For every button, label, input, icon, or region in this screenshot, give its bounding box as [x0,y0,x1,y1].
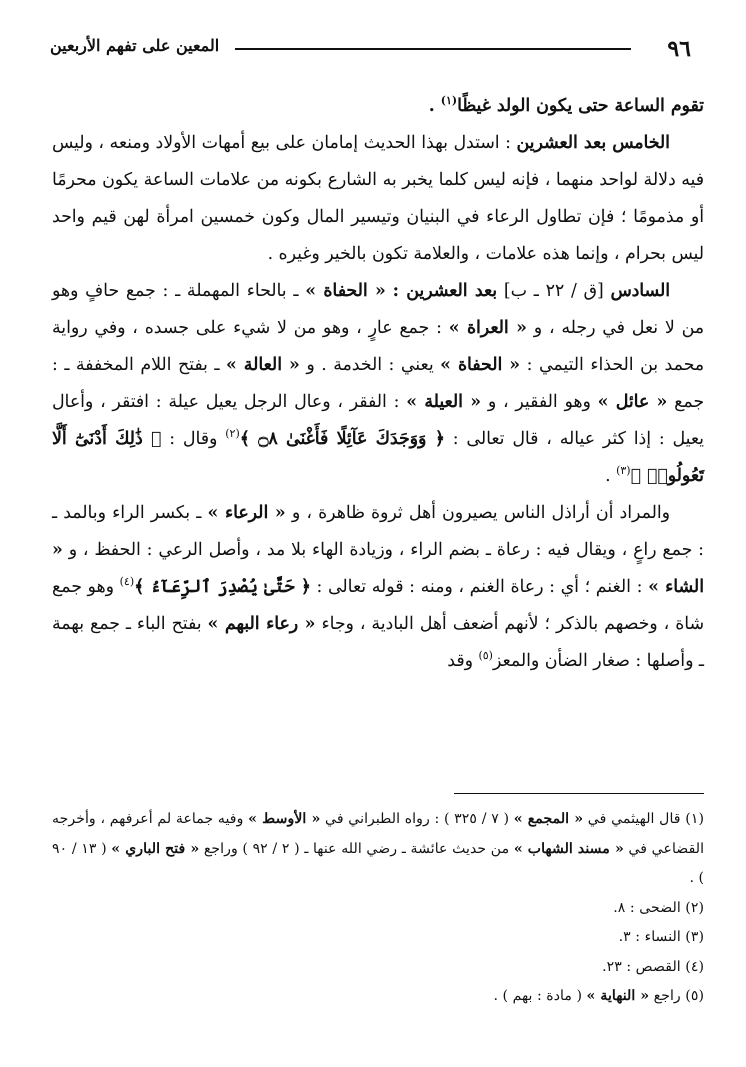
term-ail: « عائل » [597,392,668,412]
term-alah: « العالة » [225,355,300,375]
term-riaa-buhm: « رعاء البهم » [207,614,316,634]
term-urat: « العراة » [448,318,527,338]
book-title: المعين على تفهم الأربعين [50,36,220,55]
footnote-5: (٥) راجع « النهاية » ( مادة : بهم ) . [493,988,704,1004]
term-hufat: « الحفاة » [305,281,386,301]
section-label-25: الخامس بعد العشرين [516,133,670,153]
footnote-ref-4: (٤) [119,575,135,589]
term-hufat-2: « الحفاة » [440,355,521,375]
footnote-number: (٣) [685,929,704,945]
manuscript-ref: [ق / ٢٢ ـ ب] [503,281,604,301]
section-label-26: السادس [610,281,671,301]
footnotes [52,805,704,1012]
quran-verse-nisa: ﴿ ذَٰلِكَ أَدْنَىٰٓ أَلَّا تَعُولُوا۟ ﴾ [52,429,704,486]
paragraph-27: والمراد أن أراذل الناس يصيرون أهل ثروة ظاهرة ، و « الرعاء » ـ بكسر الراء وبالمد ـ : جمع راعٍ ، ويقال فيه : رعاة ـ بضم الراء ، وزيادة الهاء بلا مد ، وأصل الرعي : الحفظ ، و « الشاء » : الغنم ؛ أي : رعاة الغنم ، ومنه : قوله تعالى : ﴿ حَتَّىٰ يُصْدِرَ ٱلرِّعَآءُ ﴾$^{(٤)}$ وهو جمع شاة ، وخصهم بالذكر ؛ لأنهم أضعف أهل البادية ، وجاء « رعاء البهم » بفتح الباء ـ جمع بهمة ـ وأصلها : صغار الضأن والمعز$^{(٥)}$ وقد [52,503,705,671]
paragraph-25: الخامس بعد العشرين : استدل بهذا الحديث إمامان على بيع أمهات الأولاد ومنعه ، وليس فيه دلالة لواحد منهما ، فإنه ليس كلما يخبر به الشارع بكونه من علامات الساعة يكون محرمًا أو مذمومًا ؛ فإن تطاول الرعاء في البنيان وتيسير المال وكون خمسين امرأة لهن قيم واحد ليس بحرام ، وإنما هذه علامات ، والعلامة تكون بالخير وغيره . [52,133,704,264]
quran-verse-qasas: ﴿ حَتَّىٰ يُصْدِرَ ٱلرِّعَآءُ ﴾ [134,577,311,597]
footnote-number: (١) [685,811,704,827]
footnote-number: (٤) [685,958,704,975]
term-aylah: « العيلة » [406,392,482,412]
term-shaa: « الشاء » [52,540,705,597]
footnote-2: (٢) الضحى : ٨. [613,899,704,916]
hadith-ending-line: تقوم الساعة حتى يكون الولد غيظًا$^{(١)}$ . [428,94,704,116]
quran-verse-duha: ﴿ وَوَجَدَكَ عَآئِلًا فَأَغْنَىٰ ۝٨ ﴾ [239,429,445,449]
footnote-3: (٣) النساء : ٣. [618,929,704,945]
footnote-1: (١) قال الهيثمي في « المجمع » ( ٧ / ٣٢٥ ) : رواه الطبراني في « الأوسط » وفيه جماعة لم أعرفهم ، وأخرجه القضاعي في « مسند الشهاب » من حديث عائشة ـ رضي الله عنها ـ ( ٢ / ٩٢ ) وراجع « فتح الباري » ( ١٣ / ٩٠ ) . [52,811,705,886]
header-rule [235,48,631,50]
footnote-ref-3: (٣) [616,464,631,478]
page-number: ٩٦ [667,36,691,62]
footnote-ref-5: (٥) [478,649,493,663]
footnote-4: (٤) القصص : ٢٣. [602,958,704,975]
footnote-number: (٥) [685,988,704,1004]
page-header [50,30,691,70]
footnote-ref-2: (٢) [225,427,240,441]
term-riaa: « الرعاء » [207,503,286,523]
footnote-ref-1: (١) [440,94,458,108]
main-text [52,88,704,680]
footnote-separator [454,793,704,794]
footnote-number: (٢) [685,899,704,916]
paragraph-26: السادس [ق / ٢٢ ـ ب] بعد العشرين : « الحفاة » ـ بالحاء المهملة ـ : جمع حافٍ وهو من لا نعل في رجله ، و « العراة » : جمع عارٍ ، وهو من لا شيء على جسده ، وفي رواية محمد بن الحذاء التيمي : « الحفاة » يعني : الخدمة . و « العالة » ـ بفتح اللام المخففة ـ : جمع « عائل » وهو الفقير ، و « العيلة » : الفقر ، وعال الرجل يعيل عيلة : افتقر ، وأعال يعيل : إذا كثر عياله ، قال تعالى : ﴿ وَوَجَدَكَ عَآئِلًا فَأَغْنَىٰ ۝٨ ﴾$^{(٢)}$ وقال : ﴿ ذَٰلِكَ أَدْنَىٰٓ أَلَّا تَعُولُوا۟ ﴾$^{(٣)}$ . [52,281,705,486]
